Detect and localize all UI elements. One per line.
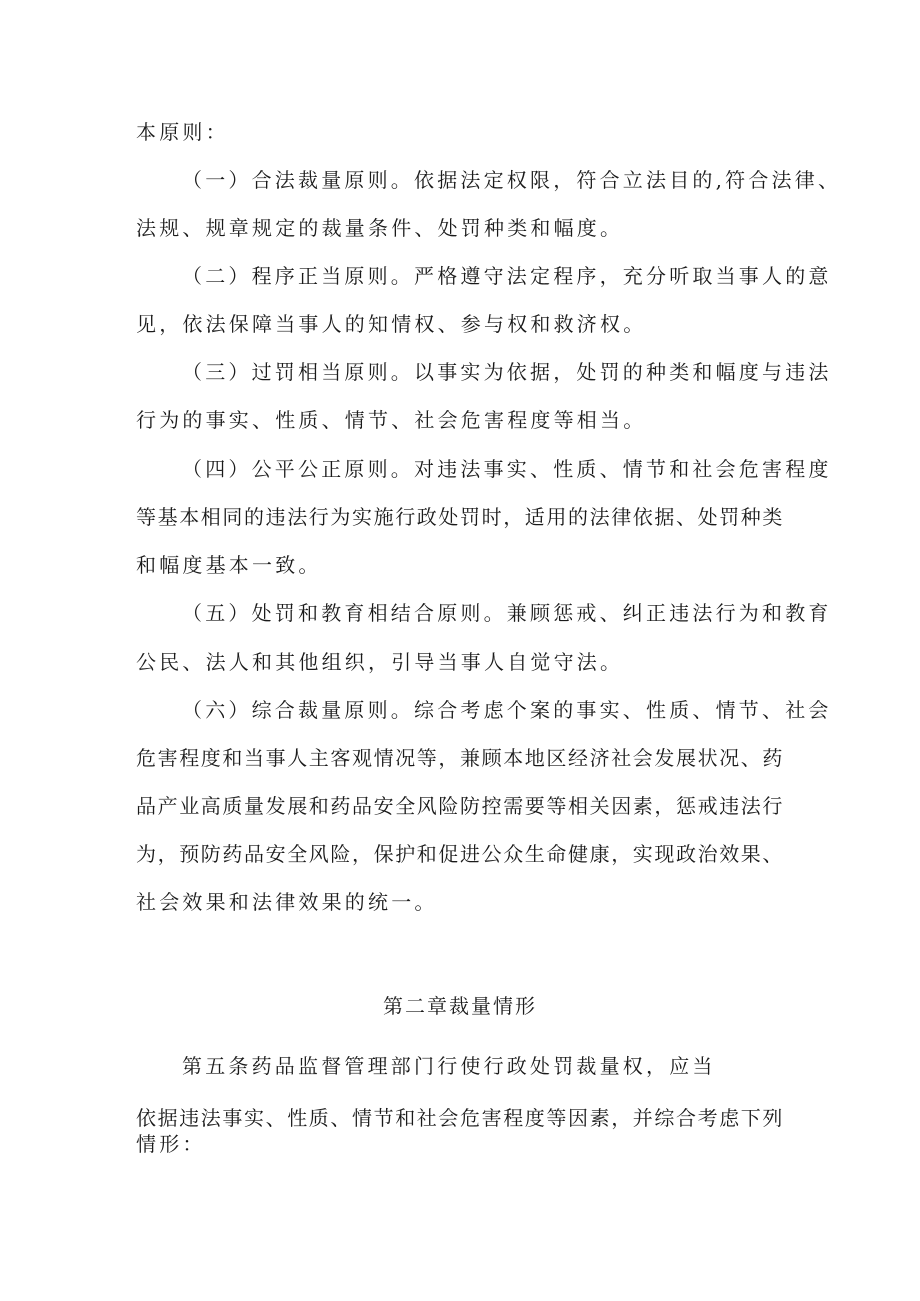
text-line: （三）过罚相当原则。以事实为依据，处罚的种类和幅度与违法	[182, 360, 832, 384]
text-line: （四）公平公正原则。对违法事实、性质、情节和社会危害程度	[182, 457, 832, 481]
text-line: （六）综合裁量原则。综合考虑个案的事实、性质、情节、社会	[182, 698, 832, 722]
chapter-heading: 第二章裁量情形	[383, 994, 537, 1018]
text-line: 本原则：	[136, 120, 229, 144]
article-line: 情形：	[136, 1132, 206, 1156]
article-line: 依据违法事实、性质、情节和社会危害程度等因素，并综合考虑下列	[136, 1106, 784, 1130]
text-line: 等基本相同的违法行为实施行政处罚时，适用的法律依据、处罚种类	[136, 505, 784, 529]
text-line: 法规、规章规定的裁量条件、处罚种类和幅度。	[136, 216, 624, 240]
text-line: 和幅度基本一致。	[136, 553, 322, 577]
text-line: （一）合法裁量原则。依据法定权限，符合立法目的,符合法律、	[182, 168, 842, 192]
text-line: 品产业高质量发展和药品安全风险防控需要等相关因素，惩戒违法行	[136, 794, 784, 818]
text-line: 行为的事实、性质、情节、社会危害程度等相当。	[136, 408, 647, 432]
text-line: 为，预防药品安全风险，保护和促进公众生命健康，实现政治效果、	[136, 842, 784, 866]
text-line: 公民、法人和其他组织，引导当事人自觉守法。	[136, 650, 624, 674]
text-line: （二）程序正当原则。严格遵守法定程序，充分听取当事人的意	[182, 264, 832, 288]
article-line: 第五条药品监督管理部门行使行政处罚裁量权，应当	[182, 1054, 716, 1078]
text-line: （五）处罚和教育相结合原则。兼顾惩戒、纠正违法行为和教育	[182, 601, 832, 625]
text-line: 危害程度和当事人主客观情况等，兼顾本地区经济社会发展状况、药	[136, 746, 784, 770]
text-line: 社会效果和法律效果的统一。	[136, 890, 438, 914]
text-line: 见，依法保障当事人的知情权、参与权和救济权。	[136, 312, 647, 336]
